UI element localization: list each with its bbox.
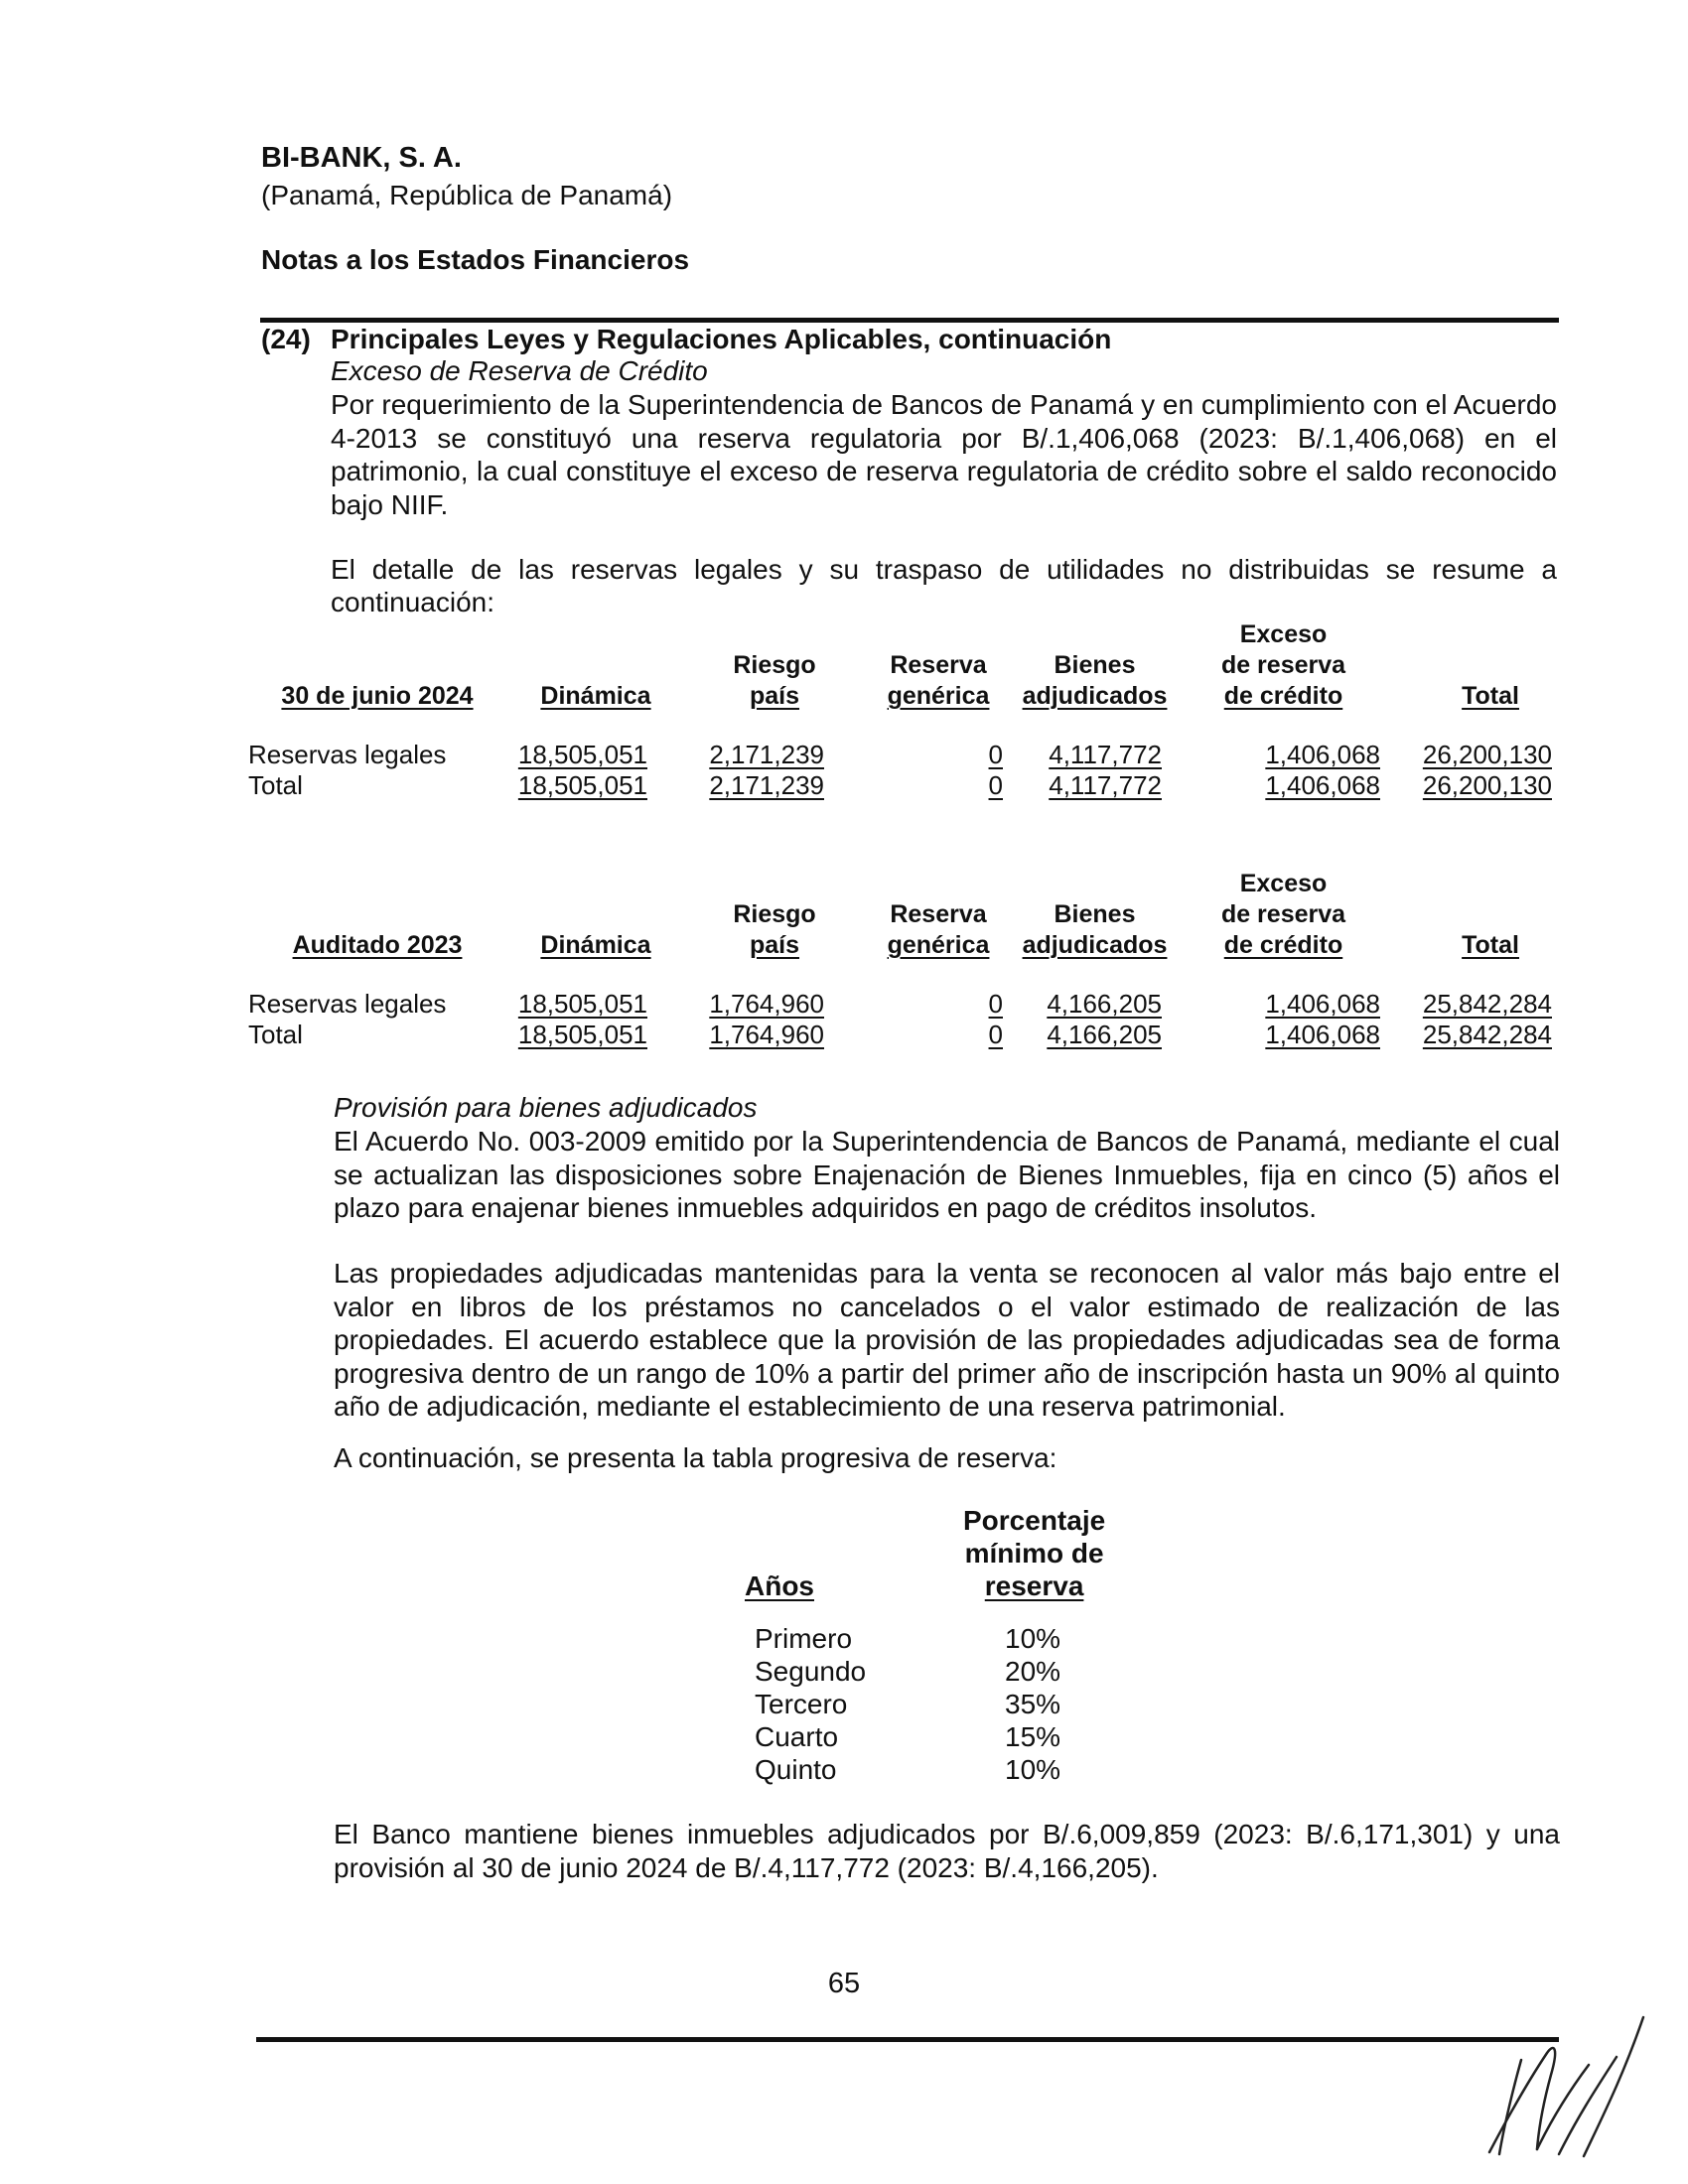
col-header-exceso-bottom: de crédito — [1223, 931, 1343, 959]
cell-riesgo: 2,171,239 — [709, 770, 824, 800]
cell-total: 25,842,284 — [1422, 989, 1552, 1019]
col-header-pct-3: reserva — [984, 1570, 1084, 1601]
table-row — [745, 1688, 1105, 1720]
company-country: (Panamá, República de Panamá) — [261, 180, 673, 210]
row-label: Reservas legales — [248, 740, 447, 769]
pct-cell: 20% — [1005, 1656, 1061, 1687]
cell-total: 26,200,130 — [1422, 740, 1552, 769]
paragraph-detail-intro: El detalle de las reservas legales y su traspaso de utilidades no distribuidas se resume a continuación: — [331, 554, 1557, 617]
col-header-dinamica: Dinámica — [540, 931, 651, 959]
table-row — [745, 1720, 1105, 1753]
bottom-rule — [256, 2037, 1559, 2042]
paragraph-adjudicated-properties: Las propiedades adjudicadas mantenidas para la venta se reconocen al valor más bajo entre el valor en libros de los préstamos no cancelados o el valor estimado de realización de las propiedades. El acuerdo establece que la provisión de las propiedades adjudicadas sea de forma progresiva dentro de un rango de 10% a partir del primer año de inscripción hasta un 90% al quinto año de adjudicación, mediante el establecimiento de una reserva patrimonial. — [334, 1258, 1560, 1422]
year-cell: Primero — [755, 1623, 853, 1654]
pct-cell: 10% — [1005, 1754, 1061, 1785]
cell-total: 26,200,130 — [1422, 770, 1552, 800]
col-header-riesgo-top: Riesgo — [733, 651, 816, 679]
cell-exceso: 1,406,068 — [1265, 989, 1380, 1019]
col-header-bienes-top: Bienes — [1054, 900, 1136, 928]
row-label: Reservas legales — [248, 989, 447, 1019]
pct-cell: 10% — [1005, 1623, 1061, 1654]
cell-dinamica: 18,505,051 — [517, 770, 647, 800]
col-header-total: Total — [1462, 931, 1519, 959]
table-header-row — [248, 650, 1564, 681]
row-label: Total — [248, 1020, 303, 1049]
cell-dinamica: 18,505,051 — [517, 740, 647, 769]
cell-exceso: 1,406,068 — [1265, 740, 1380, 769]
cell-bienes: 4,117,772 — [1049, 740, 1162, 769]
col-header-years: Años — [745, 1570, 814, 1601]
row-label: Total — [248, 770, 303, 800]
cell-bienes: 4,166,205 — [1047, 989, 1162, 1019]
table-header-row — [248, 899, 1564, 930]
pct-cell: 15% — [1005, 1721, 1061, 1752]
cell-bienes: 4,117,772 — [1049, 770, 1162, 800]
col-header-bienes-bottom: adjudicados — [1022, 931, 1168, 959]
cell-riesgo: 1,764,960 — [709, 989, 824, 1019]
year-cell: Tercero — [755, 1689, 848, 1719]
period-label: Auditado 2023 — [292, 931, 463, 959]
top-rule — [260, 318, 1559, 323]
table-row — [745, 1622, 1105, 1655]
table-header-row — [745, 1504, 1105, 1537]
pct-cell: 35% — [1005, 1689, 1061, 1719]
table-header-row — [745, 1570, 1105, 1602]
cell-dinamica: 18,505,051 — [517, 989, 647, 1019]
table-row — [248, 770, 1564, 801]
section-number: (24) — [261, 324, 311, 354]
col-header-total: Total — [1462, 682, 1519, 710]
col-header-exceso-top: Exceso — [1239, 870, 1328, 897]
table-header-row — [248, 869, 1564, 899]
signature-initials — [1460, 2005, 1648, 2164]
table-header-row — [745, 1537, 1105, 1570]
table-row — [745, 1655, 1105, 1688]
table-row — [248, 989, 1564, 1020]
col-header-pct-1: Porcentaje — [963, 1505, 1106, 1536]
table-header-row — [248, 930, 1564, 961]
document-title: Notas a los Estados Financieros — [261, 244, 690, 275]
cell-generica: 0 — [988, 770, 1003, 800]
cell-bienes: 4,166,205 — [1047, 1020, 1162, 1049]
col-header-exceso-top: Exceso — [1239, 620, 1328, 648]
table-header-row — [248, 619, 1564, 650]
cell-riesgo: 2,171,239 — [709, 740, 824, 769]
table-header-row — [248, 681, 1564, 712]
reserves-table-2023 — [248, 869, 1564, 1050]
col-header-reserva-bottom: genérica — [887, 682, 990, 710]
subsection-title: Exceso de Reserva de Crédito — [331, 355, 708, 386]
progressive-reserve-table — [745, 1504, 1105, 1786]
year-cell: Cuarto — [755, 1721, 839, 1752]
paragraph-provision-agreement: El Acuerdo No. 003-2009 emitido por la Superintendencia de Bancos de Panamá, mediante el cual se actualizan las disposiciones sobre Enajenación de Bienes Inmuebles, fija en cinco (5) años el plazo para enajenar bienes inmuebles adquiridos en pago de créditos insolutos. — [334, 1126, 1560, 1223]
col-header-bienes-bottom: adjudicados — [1022, 682, 1168, 710]
cell-generica: 0 — [988, 989, 1003, 1019]
paragraph-excess-reserve: Por requerimiento de la Superintendencia de Bancos de Panamá y en cumplimiento con el Acuerdo 4-2013 se constituyó una reserva regulatoria por B/.1,406,068 (2023: B/.1,406,068) en el patrimonio, la cual constituye el exceso de reserva regulatoria de crédito sobre el saldo reconocido bajo NIIF. — [331, 389, 1557, 520]
col-header-reserva-top: Reserva — [890, 900, 987, 928]
cell-total: 25,842,284 — [1422, 1020, 1552, 1049]
year-cell: Quinto — [755, 1754, 837, 1785]
cell-dinamica: 18,505,051 — [517, 1020, 647, 1049]
cell-riesgo: 1,764,960 — [709, 1020, 824, 1049]
provision-subtitle: Provisión para bienes adjudicados — [334, 1092, 758, 1123]
page-number: 65 — [827, 1968, 861, 1999]
cell-generica: 0 — [988, 740, 1003, 769]
col-header-riesgo-bottom: país — [749, 931, 800, 959]
cell-exceso: 1,406,068 — [1265, 770, 1380, 800]
col-header-riesgo-bottom: país — [749, 682, 800, 710]
col-header-exceso-bottom: de crédito — [1223, 682, 1343, 710]
paragraph-closing: El Banco mantiene bienes inmuebles adjudicados por B/.6,009,859 (2023: B/.6,171,301) y una provisión al 30 de junio 2024 de B/.4,117,772 (2023: B/.4,166,205). — [334, 1819, 1560, 1883]
col-header-reserva-top: Reserva — [890, 651, 987, 679]
col-header-dinamica: Dinámica — [540, 682, 651, 710]
col-header-riesgo-top: Riesgo — [733, 900, 816, 928]
cell-exceso: 1,406,068 — [1265, 1020, 1380, 1049]
col-header-exceso-mid: de reserva — [1220, 651, 1346, 679]
col-header-pct-2: mínimo de — [964, 1538, 1104, 1569]
col-header-bienes-top: Bienes — [1054, 651, 1136, 679]
col-header-reserva-bottom: genérica — [887, 931, 990, 959]
section-title: Principales Leyes y Regulaciones Aplicables, continuación — [331, 324, 1112, 354]
period-label: 30 de junio 2024 — [281, 682, 474, 710]
company-name: BI-BANK, S. A. — [261, 142, 462, 174]
year-cell: Segundo — [755, 1656, 867, 1687]
paragraph-progressive-intro: A continuación, se presenta la tabla progresiva de reserva: — [334, 1442, 1057, 1473]
reserves-table-2024 — [248, 619, 1564, 801]
col-header-exceso-mid: de reserva — [1220, 900, 1346, 928]
table-row — [745, 1753, 1105, 1786]
table-row — [248, 1020, 1564, 1050]
cell-generica: 0 — [988, 1020, 1003, 1049]
table-row — [248, 740, 1564, 770]
